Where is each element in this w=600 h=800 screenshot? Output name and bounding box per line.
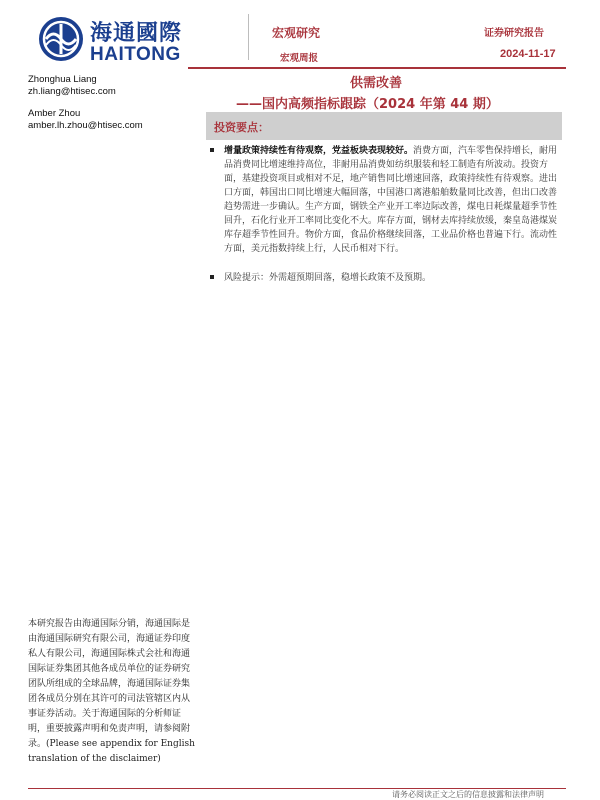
author-email[interactable]: amber.lh.zhou@htisec.com: [28, 120, 143, 131]
report-subcategory: 宏观周报: [280, 53, 319, 64]
report-type: 证券研究报告: [484, 28, 544, 39]
risk-warning-text: 风险提示：外需超预期回落，稳增长政策不及预期。: [224, 273, 432, 283]
bullet-icon: [210, 275, 214, 279]
logo-english-text: HAITONG: [90, 44, 181, 65]
key-point-headline: 增量政策持续性有待观察，党益板块表现较好。: [224, 146, 414, 156]
author-name: Amber Zhou: [28, 108, 81, 119]
bullet-icon: [210, 148, 214, 152]
key-point-text: 消费方面，汽车零售保持增长，耐用品消费同比增速维持高位，非耐用品消费如纺织服装和轻工制造有所波动。投资方面，基建投资项目或相对不足，地产销售同比增速回落，政策持续性有待观察。进出口方面，韩国出口同比增速大幅回落，中国港口离港船舶数量同比改善，但出口改善趋势需进一步确认。生产方面，钢铁全产业开工率边际改善，煤电日耗煤量超季节性回升，石化行业开工率同比变化不大。库存方面，钢材去库持续放缓，秦皇岛港煤炭库存超季节性回升。物价方面，食品价格继续回落，工业品价格也普遍下行。流动性方面，美元指数持续上行，人民币相对下行。: [224, 146, 558, 254]
haitong-logo-icon: [38, 16, 84, 62]
haitong-logo: [38, 14, 184, 66]
author-name: Zhonghua Liang: [28, 74, 97, 85]
footer-notice: 请务必阅读正文之后的信息披露和法律声明: [392, 790, 544, 799]
report-subtitle: ——国内高频指标跟踪（2024 年第 44 期）: [236, 97, 499, 112]
key-point-bullet: [210, 144, 564, 256]
report-title: 供需改善: [350, 76, 403, 91]
report-date: 2024-11-17: [500, 48, 556, 60]
header-rule: [188, 67, 566, 69]
logo-chinese-text: 海通國際: [90, 20, 183, 46]
key-points-header: [206, 112, 562, 140]
author-email[interactable]: zh.liang@htisec.com: [28, 86, 116, 97]
risk-warning-bullet: [210, 271, 564, 285]
key-points-label: 投资要点：: [214, 121, 269, 134]
report-category: 宏观研究: [272, 26, 321, 40]
header-divider: [248, 14, 249, 60]
disclaimer-text: 本研究报告由海通国际分销，海通国际是由海通国际研究有限公司，海通证券印度私人有限公司，海通国际株式会社和海通国际证券集团其他各成员单位的证券研究团队所组成的全球品牌，海通国际证券集团各成员分别在其许可的司法管辖区内从事证券活动。关于海通国际的分析师证明，重要披露声明和免责声明，请参阅附录。(Please see appendix for English translation of the disclaimer): [28, 619, 195, 764]
